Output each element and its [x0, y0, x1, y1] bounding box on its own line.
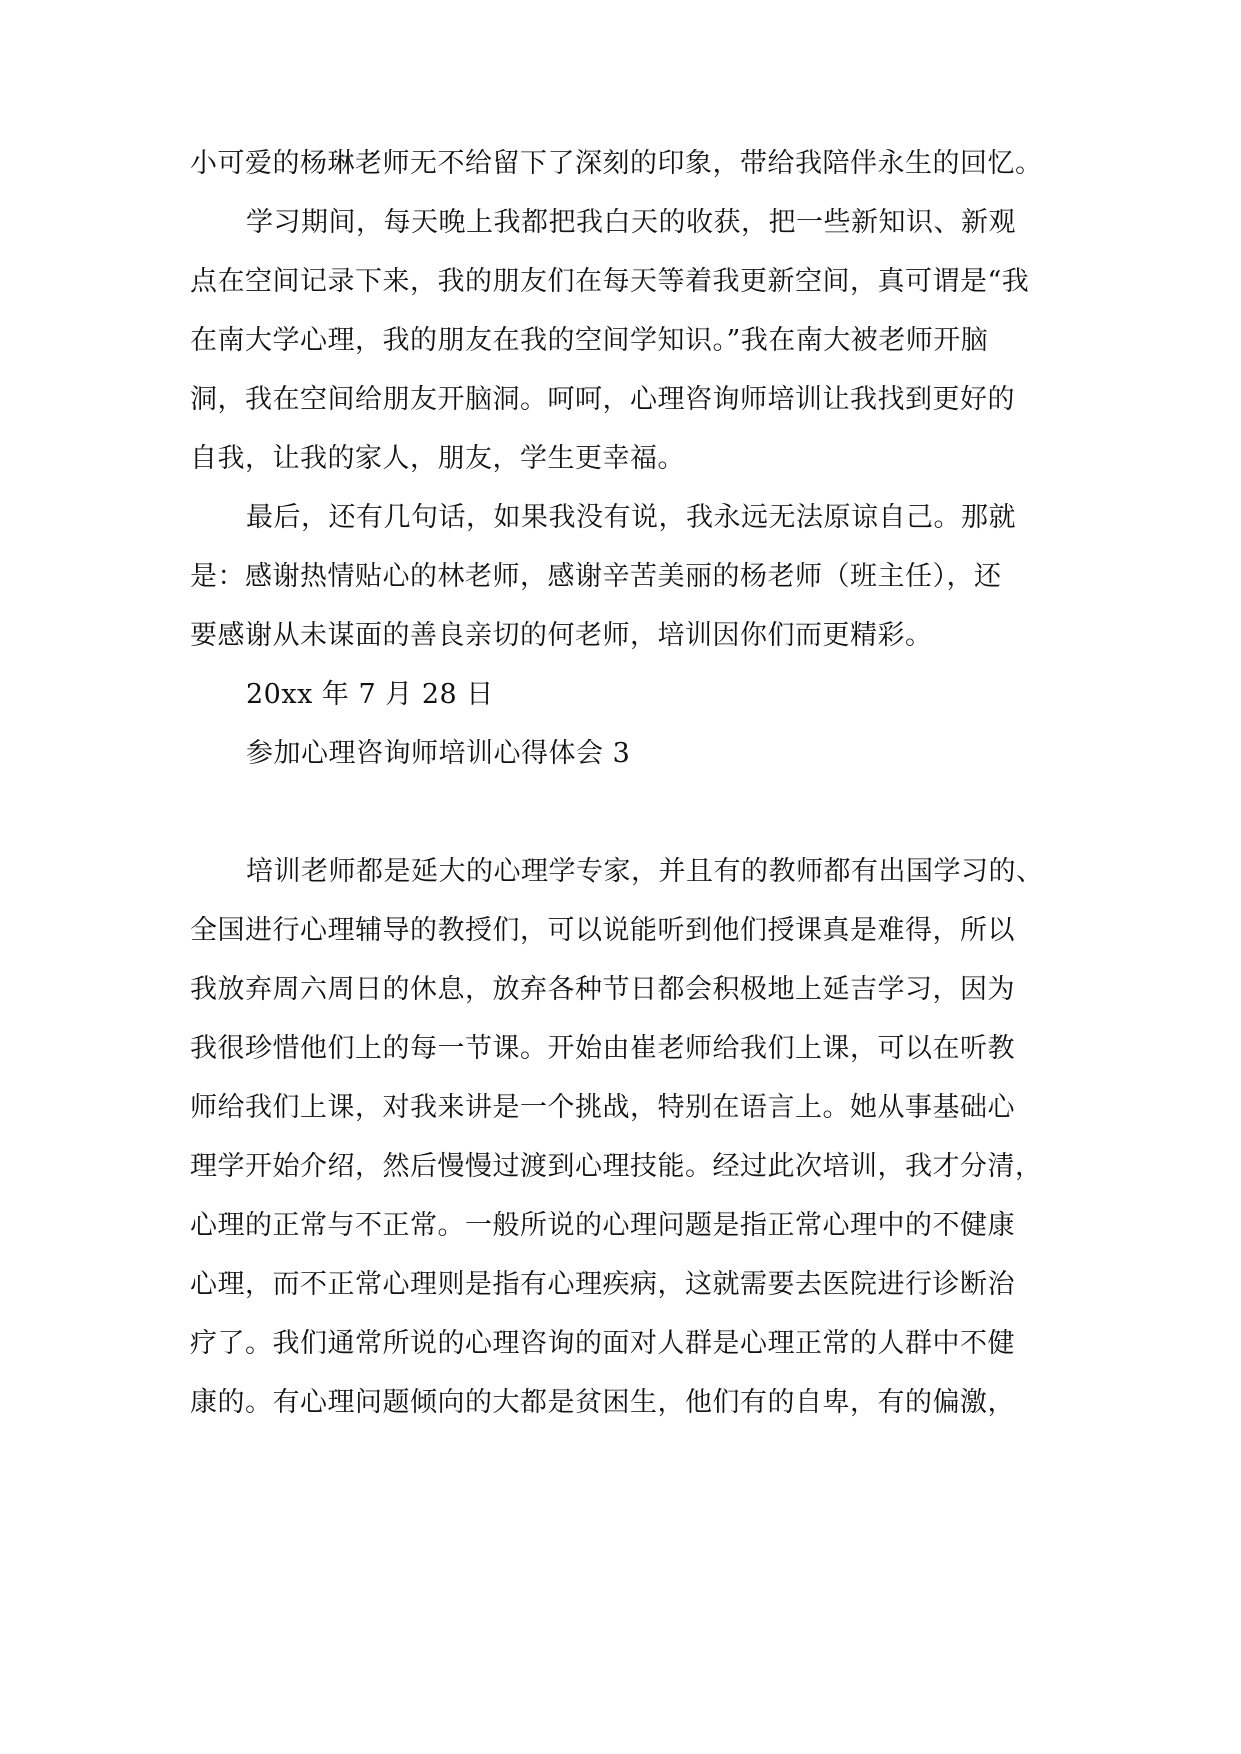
paragraph-training-line-4: 我很珍惜他们上的每一节课。开始由崔老师给我们上课，可以在听教 — [190, 1033, 1015, 1064]
paragraph-training-line-1: 培训老师都是延大的心理学专家，并且有的教师都有出国学习的、 — [246, 856, 1044, 887]
paragraph-training-line-10: 康的。有心理问题倾向的大都是贫困生，他们有的自卑，有的偏激， — [190, 1387, 1015, 1418]
paragraph-study-line-3: 在南大学心理，我的朋友在我的空间学知识。”我在南大被老师开脑 — [190, 325, 989, 356]
paragraph-training-line-8: 心理，而不正常心理则是指有心理疾病，这就需要去医院进行诊断治 — [190, 1269, 1015, 1300]
paragraph-thanks-line-1: 最后，还有几句话，如果我没有说，我永远无法原谅自己。那就 — [246, 502, 1016, 533]
paragraph-study-line-4: 洞，我在空间给朋友开脑洞。呵呵，心理咨询师培训让我找到更好的 — [190, 384, 1015, 415]
paragraph-thanks-line-3: 要感谢从未谋面的善良亲切的何老师，培训因你们而更精彩。 — [190, 620, 933, 651]
date-line: 20xx 年 7 月 28 日 — [246, 679, 494, 710]
paragraph-training-line-2: 全国进行心理辅导的教授们，可以说能听到他们授课真是难得，所以 — [190, 915, 1015, 946]
paragraph-training-line-7: 心理的正常与不正常。一般所说的心理问题是指正常心理中的不健康 — [190, 1210, 1015, 1241]
paragraph-training-line-3: 我放弃周六周日的休息，放弃各种节日都会积极地上延吉学习，因为 — [190, 974, 1015, 1005]
paragraph-study-line-1: 学习期间，每天晚上我都把我白天的收获，把一些新知识、新观 — [246, 207, 1016, 238]
section-heading: 参加心理咨询师培训心得体会 3 — [246, 738, 631, 769]
paragraph-study-line-5: 自我，让我的家人，朋友，学生更幸福。 — [190, 443, 685, 474]
paragraph-training-line-9: 疗了。我们通常所说的心理咨询的面对人群是心理正常的人群中不健 — [190, 1328, 1015, 1359]
paragraph-training-line-5: 师给我们上课，对我来讲是一个挑战，特别在语言上。她从事基础心 — [190, 1092, 1015, 1123]
paragraph-study-line-2: 点在空间记录下来，我的朋友们在每天等着我更新空间，真可谓是“我 — [190, 266, 1030, 297]
text-line-1: 小可爱的杨琳老师无不给留下了深刻的印象，带给我陪伴永生的回忆。 — [190, 148, 1043, 179]
paragraph-training-line-6: 理学开始介绍，然后慢慢过渡到心理技能。经过此次培训，我才分清， — [190, 1151, 1043, 1182]
paragraph-thanks-line-2: 是：感谢热情贴心的林老师，感谢辛苦美丽的杨老师（班主任），还 — [190, 561, 1002, 592]
